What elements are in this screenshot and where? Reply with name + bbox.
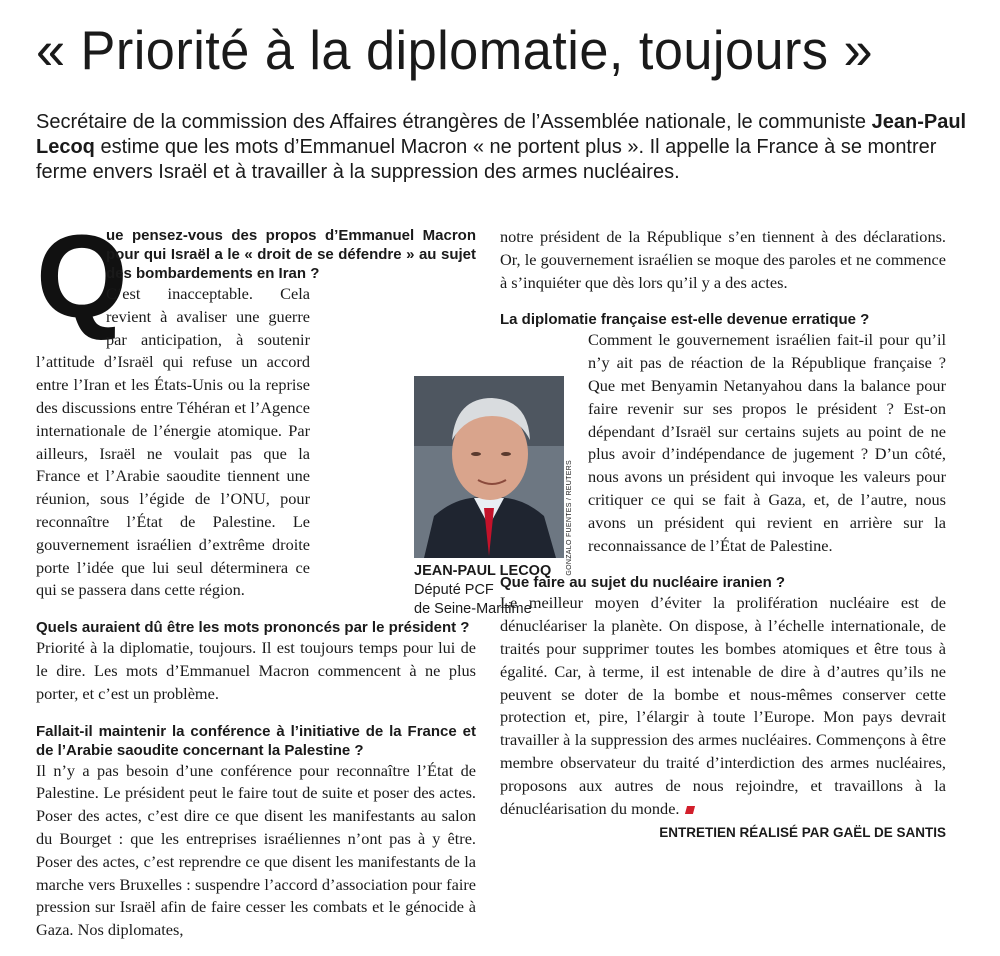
answer-3-continued: notre président de la République s’en tiennent à des déclarations. Or, le gouvernement israélien se moque des paroles et ne commence à s’inquiéter que dès lors qu’il y a des actes. — [500, 227, 946, 292]
chapo-lead: Secrétaire de la commission des Affaires étrangères de l’Assemblée nationale, le communiste — [36, 111, 867, 133]
end-mark-icon — [684, 806, 694, 814]
answer-4-block — [588, 329, 946, 557]
question-3: Fallait-il maintenir la conférence à l’initiative de la France et de l’Arabie saoudite concernant la Palestine ? — [36, 722, 476, 759]
answer-5-wrap — [500, 592, 946, 820]
question-5: Que faire au sujet du nucléaire iranien ? — [500, 574, 786, 592]
article-chapo — [36, 110, 986, 185]
caption-line2: de Seine-Maritime — [414, 601, 532, 617]
answer-2: Priorité à la diplomatie, toujours. Il est toujours temps pour lui de le dire. Les mots d’Emmanuel Macron commencent à ne plus porter, et c’est un problème. — [36, 638, 476, 703]
answer-5: Le meilleur moyen d’éviter la prolifération nucléaire est de dénucléariser la planète. On dispose, à l’échelle internationale, de traités pour supprimer toutes les bombes atomiques et être tous à égalité. Car, à terme, il est intenable de dire à d’autres qu’ils ne peuvent se doter de la bombe et nous-mêmes conserver cette protection et, pire, l’élargir à toute l’Europe. Mon pays devrait travailler à la suppression des armes nucléaires. Commençons à être membre observateur du traité d’interdiction des armes nucléaires, proposons aux autres de nous rejoindre, et travaillons à la dénucléarisation du monde. — [500, 593, 946, 818]
question-4: La diplomatie française est-elle devenue erratique ? — [500, 311, 870, 329]
photo-credit: GONZALO FUENTES / REUTERS — [566, 460, 573, 576]
dropcap: Q — [36, 211, 128, 343]
caption-name: JEAN-PAUL LECOQ — [414, 563, 552, 579]
chapo-name: Jean-Paul Lecoq — [36, 111, 967, 158]
answer-1: C’est inacceptable. Cela revient à avaliser une guerre par anticipation, à soutenir l’attitude d’Israël qui refuse un accord entre l’Iran et les États-Unis ou la reprise des discussions entre Téhéran et l’Agence internationale de l’énergie atomique. Par ailleurs, Israël ne voulait pas que la France et l’Arabie saoudite tiennent une réunion, sous l’égide de l’ONU, pour reconnaître l’État de Palestine. Le gouvernement israélien d’extrême droite porte l’idée que lui seul déterminera ce qui se passera dans cette région. — [36, 284, 310, 600]
article-title: « Priorité à la diplomatie, toujours » — [36, 19, 874, 81]
column-left — [36, 211, 476, 942]
caption-line1: Député PCF — [414, 582, 494, 598]
column-right — [500, 226, 946, 845]
question-1: ue pensez-vous des propos d’Emmanuel Macron pour qui Israël a le « droit de se défendre » au sujet des bombardements en Iran ? — [106, 227, 476, 282]
question-2: Quels auraient dû être les mots prononcés par le président ? — [36, 619, 470, 637]
byline: ENTRETIEN RÉALISÉ PAR GAËL DE SANTIS — [659, 825, 946, 841]
answer-3: Il n’y a pas besoin d’une conférence pour reconnaître l’État de Palestine. Le président peut le faire tout de suite et poser des actes. Poser des actes, c’est dire ce que disent les manifestants au salon du Bourget : que les entreprises israéliennes n’ont pas à y être. Poser des actes, c’est reprendre ce que disent les manifestants de la marche vers Bruxelles : suspendre l’accord d’association pour faire pression sur Israël afin de faire cesser les combats et le génocide à Gaza. Nos diplomates, — [36, 760, 476, 940]
chapo-rest: estime que les mots d’Emmanuel Macron « ne portent plus ». Il appelle la France à se montrer ferme envers Israël et à travailler à la suppression des armes nucléaires. — [36, 136, 937, 183]
answer-4: Comment le gouvernement israélien fait-il pour qu’il n’y ait pas de réaction de la République française ? Que met Benyamin Netanyahou dans la balance pour faire revenir sur ses propos le président ? Est-on dépendant d’Israël sur certains sujets au point de ne plus avoir d’indépendance de jugement ? D’un côté, nous avons un président qui invoque les valeurs pour critiquer ce qui se fait à Gaza, et, de l’autre, nous avons un président qui revient en arrière sur la reconnaissance de l’État de Palestine. — [588, 330, 946, 555]
